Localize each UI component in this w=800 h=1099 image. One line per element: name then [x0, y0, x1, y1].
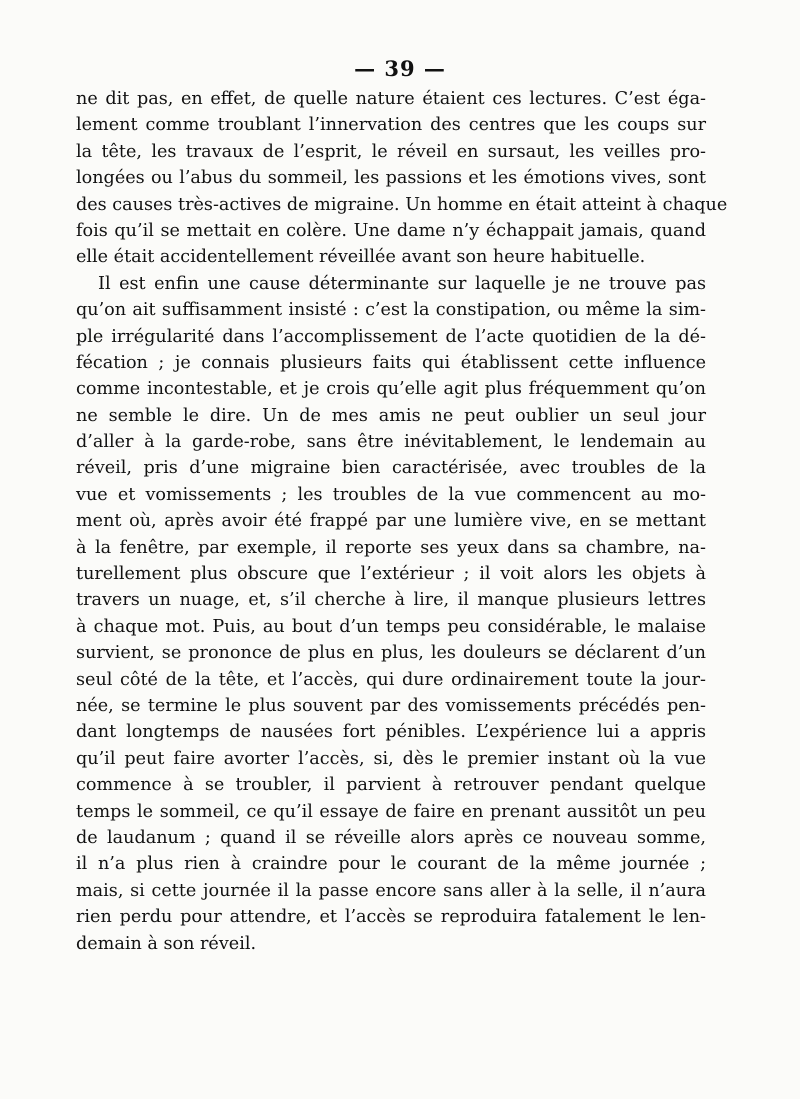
- text-line: des causes très-actives de migraine. Un homme en était atteint à chaque: [76, 194, 728, 215]
- text-line: qu’on ait suffisamment insisté : c’est la constipation, ou même la sim-: [76, 300, 706, 321]
- text-line: d’aller à la garde-robe, sans être inévitablement, le lendemain au: [76, 432, 706, 453]
- text-line: rien perdu pour attendre, et l’accès se reproduira fatalement le len-: [76, 907, 706, 928]
- text-line: comme incontestable, et je crois qu’elle agit plus fréquemment qu’on: [76, 379, 706, 400]
- text-line: il n’a plus rien à craindre pour le courant de la même journée ;: [76, 854, 706, 875]
- text-line: réveil, pris d’une migraine bien caractérisée, avec troubles de la: [76, 458, 706, 479]
- text-line: demain à son réveil.: [76, 933, 257, 954]
- text-line: Il est enfin une cause déterminante sur laquelle je ne trouve pas: [98, 273, 706, 294]
- text-line: dant longtemps de nausées fort pénibles. L’expérience lui a appris: [76, 722, 706, 743]
- text-line: longées ou l’abus du sommeil, les passions et les émotions vives, sont: [76, 168, 706, 189]
- text-line: commence à se troubler, il parvient à retrouver pendant quelque: [76, 775, 706, 796]
- text-line: seul côté de la tête, et l’accès, qui dure ordinairement toute la jour-: [76, 669, 706, 690]
- text-line: vue et vomissements ; les troubles de la vue commencent au mo-: [76, 484, 706, 505]
- text-line: mais, si cette journée il la passe encore sans aller à la selle, il n’aura: [76, 880, 706, 901]
- text-line: ne dit pas, en effet, de quelle nature étaient ces lectures. C’est éga-: [76, 89, 706, 109]
- text-line: qu’il peut faire avorter l’accès, si, dès le premier instant où la vue: [76, 748, 706, 769]
- text-line: à chaque mot. Puis, au bout d’un temps peu considérable, le malaise: [76, 616, 706, 637]
- text-line: elle était accidentellement réveillée avant son heure habituelle.: [76, 247, 646, 268]
- page-body: [76, 86, 728, 957]
- paragraph-2: [76, 271, 706, 957]
- text-line: travers un nuage, et, s’il cherche à lire, il manque plusieurs lettres: [76, 590, 706, 611]
- text-line: ple irrégularité dans l’accomplissement de l’acte quotidien de la dé-: [76, 326, 706, 347]
- text-line: turellement plus obscure que l’extérieur ; il voit alors les objets à: [76, 564, 706, 585]
- text-line: temps le sommeil, ce qu’il essaye de faire en prenant aussitôt un peu: [76, 801, 706, 822]
- page-number: — 39 —: [354, 56, 446, 81]
- text-line: lement comme troublant l’innervation des centres que les coups sur: [76, 115, 706, 136]
- text-line: ne semble le dire. Un de mes amis ne peut oublier un seul jour: [76, 405, 706, 426]
- text-line: née, se termine le plus souvent par des vomissements précédés pen-: [76, 695, 706, 716]
- text-line: la tête, les travaux de l’esprit, le réveil en sursaut, les veilles pro-: [76, 141, 706, 162]
- text-line: survient, se prononce de plus en plus, les douleurs se déclarent d’un: [76, 643, 706, 664]
- text-line: fois qu’il se mettait en colère. Une dame n’y échappait jamais, quand: [76, 220, 706, 241]
- text-line: fécation ; je connais plusieurs faits qui établissent cette influence: [76, 352, 706, 373]
- text-line: ment où, après avoir été frappé par une lumière vive, en se mettant: [76, 511, 706, 532]
- text-line: de laudanum ; quand il se réveille alors après ce nouveau somme,: [76, 827, 706, 848]
- paragraph-1: [76, 86, 728, 271]
- text-line: à la fenêtre, par exemple, il reporte ses yeux dans sa chambre, na-: [76, 537, 706, 558]
